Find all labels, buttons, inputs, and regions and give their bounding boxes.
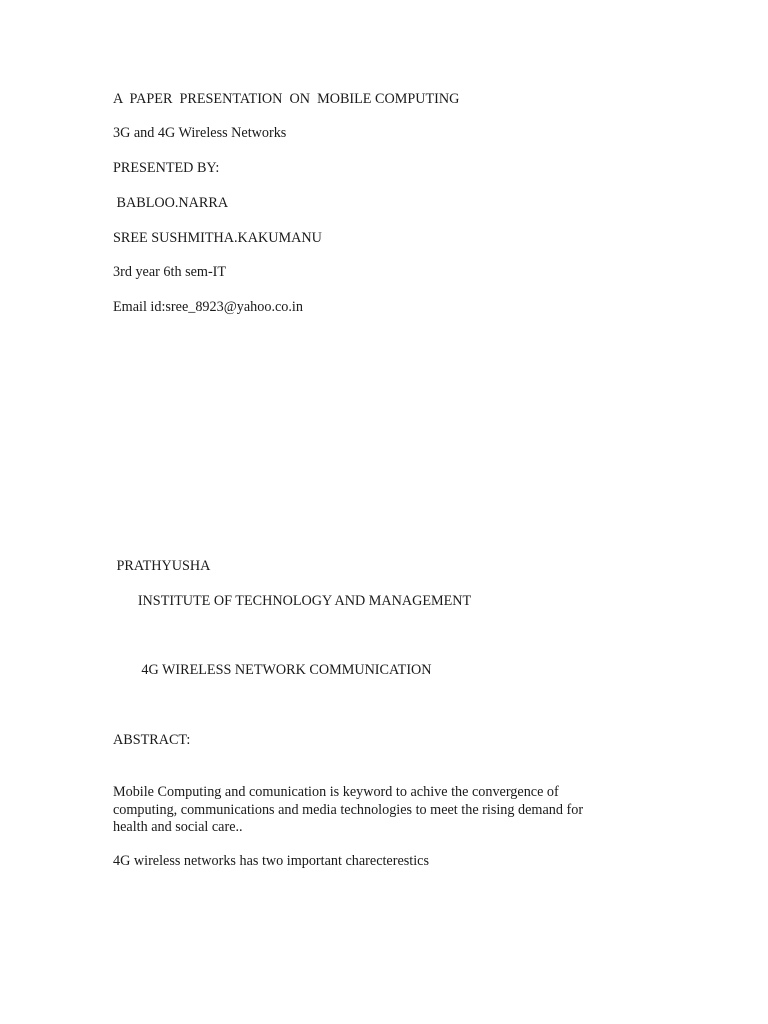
email-line: Email id:sree_8923@yahoo.co.in — [113, 299, 303, 315]
year-info: 3rd year 6th sem-IT — [113, 264, 227, 280]
presenter-name-1: BABLOO.NARRA — [113, 195, 229, 211]
presenter-name-2: SREE SUSHMITHA.KAKUMANU — [113, 230, 322, 246]
document-title: A PAPER PRESENTATION ON MOBILE COMPUTING — [113, 91, 460, 107]
abstract-heading: ABSTRACT: — [113, 732, 191, 748]
characteristics-line: 4G wireless networks has two important charecterestics — [113, 853, 429, 869]
presented-by-label: PRESENTED BY: — [113, 160, 220, 176]
institute-line: INSTITUTE OF TECHNOLOGY AND MANAGEMENT — [113, 593, 472, 609]
college-name: PRATHYUSHA — [113, 558, 211, 574]
abstract-paragraph: Mobile Computing and comunication is keyword to achive the convergence of computing, communications and media technologies to meet the rising demand for health and social care.. — [113, 784, 584, 835]
document-subtitle: 3G and 4G Wireless Networks — [113, 125, 287, 141]
topic-heading: 4G WIRELESS NETWORK COMMUNICATION — [113, 662, 432, 678]
